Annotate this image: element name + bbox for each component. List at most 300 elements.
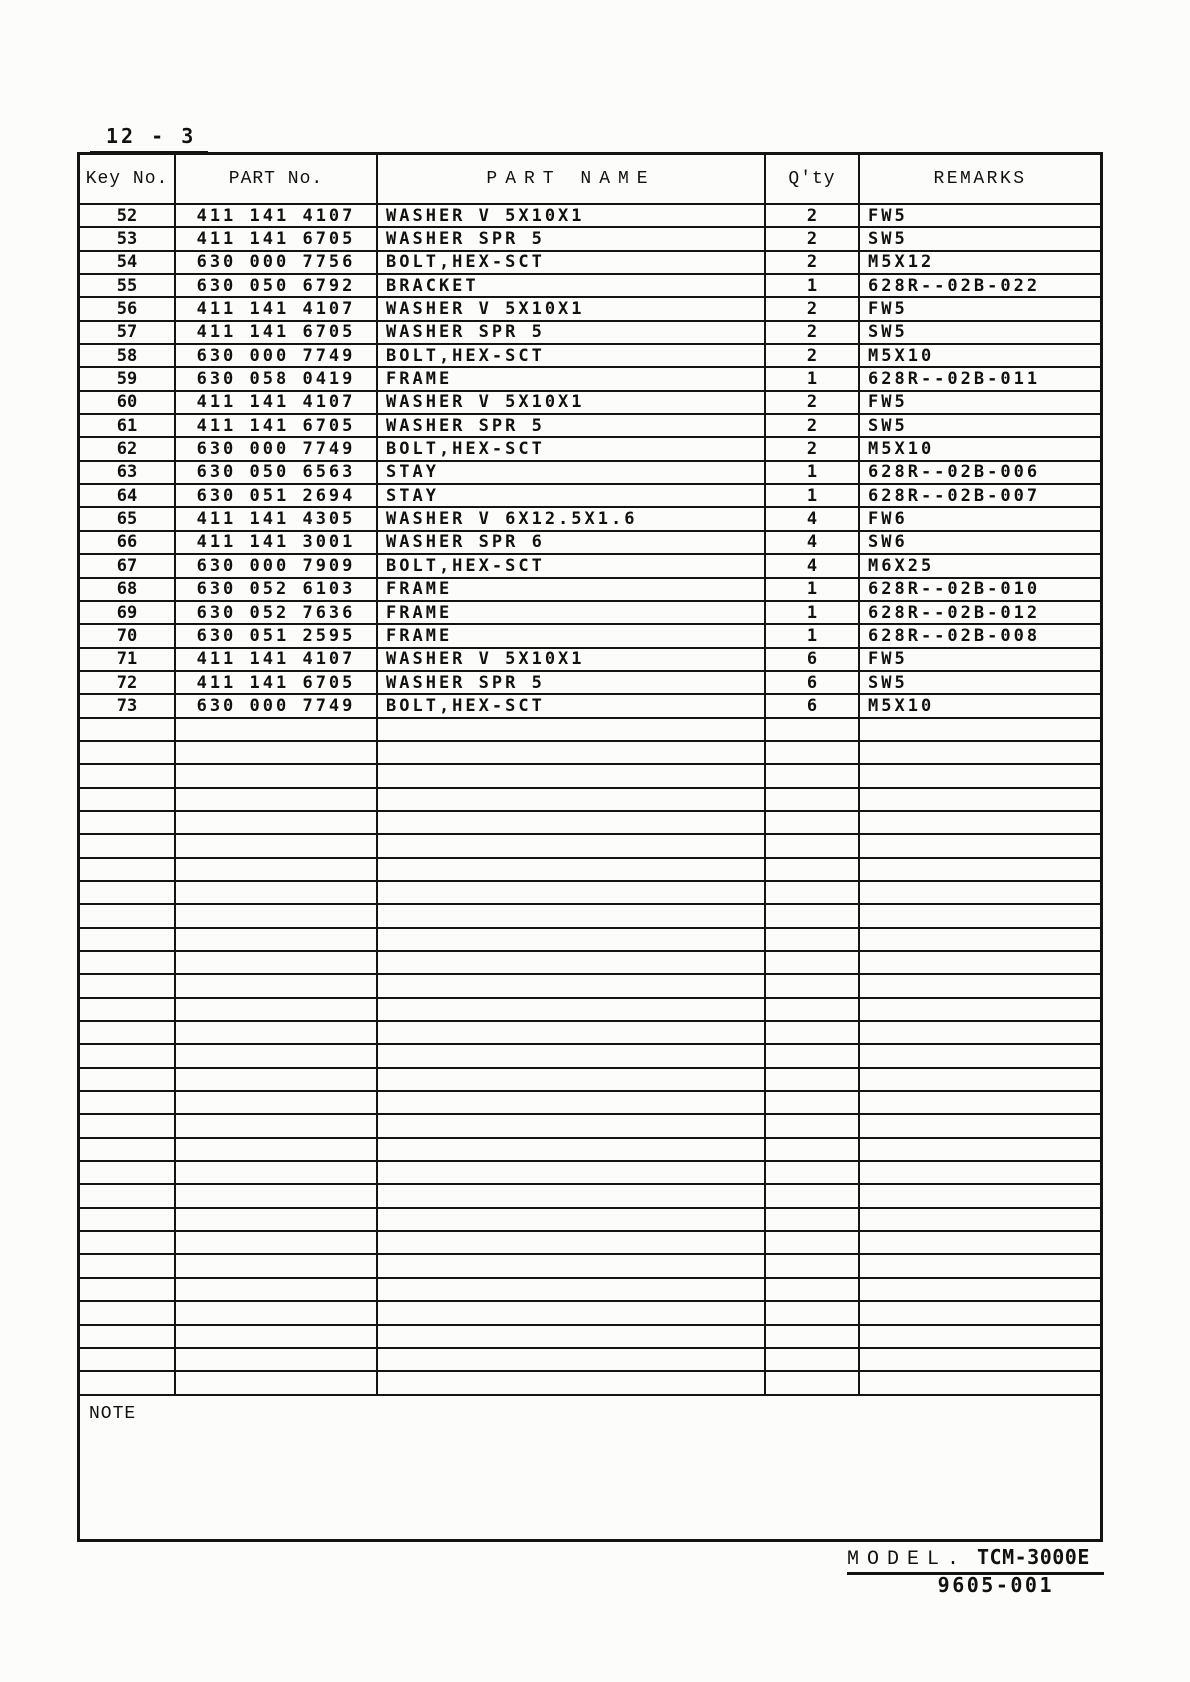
cell-part_no: 411 141 4107 xyxy=(176,205,378,226)
cell-remarks xyxy=(860,1279,1100,1300)
cell-name: WASHER SPR 5 xyxy=(378,322,766,343)
cell-remarks: M5X10 xyxy=(868,695,935,716)
cell-part_no: 411 141 4107 xyxy=(176,298,378,319)
cell-key xyxy=(80,882,176,903)
cell-part_no: 630 051 2595 xyxy=(176,625,378,646)
note-label: NOTE xyxy=(89,1403,137,1424)
table-row-empty xyxy=(80,1255,1100,1278)
table-row xyxy=(80,368,1100,391)
table-row xyxy=(80,298,1100,321)
cell-qty: 1 xyxy=(766,485,860,506)
cell-part_no xyxy=(176,812,378,833)
cell-name: BOLT,HEX-SCT xyxy=(378,438,766,459)
cell-remarks: M6X25 xyxy=(868,555,935,576)
table-row-empty xyxy=(80,812,1100,835)
cell-qty: 2 xyxy=(766,298,860,319)
table-row-empty xyxy=(80,1326,1100,1349)
cell-part_no: 630 000 7749 xyxy=(176,438,378,459)
cell-remarks xyxy=(860,1162,1100,1183)
table-row xyxy=(80,555,1100,578)
table-row-empty xyxy=(80,1022,1100,1045)
cell-name xyxy=(378,1232,766,1253)
cell-qty xyxy=(766,1232,860,1253)
cell-key: 73 xyxy=(80,695,176,716)
cell-name: FRAME xyxy=(378,602,766,623)
cell-part_no xyxy=(176,719,378,740)
cell-name xyxy=(378,952,766,973)
cell-part_no: 411 141 6705 xyxy=(176,322,378,343)
cell-part_no xyxy=(176,1255,378,1276)
cell-key xyxy=(80,1255,176,1276)
cell-name xyxy=(378,835,766,856)
cell-part_no xyxy=(176,765,378,786)
cell-remarks xyxy=(860,1232,1100,1253)
cell-name xyxy=(378,1279,766,1300)
cell-qty xyxy=(766,1372,860,1393)
cell-part_no: 411 141 6705 xyxy=(176,415,378,436)
table-row-empty xyxy=(80,999,1100,1022)
cell-part_no xyxy=(176,952,378,973)
table-row xyxy=(80,672,1100,695)
cell-qty xyxy=(766,1185,860,1206)
cell-qty xyxy=(766,1162,860,1183)
cell-key: 69 xyxy=(80,602,176,623)
cell-key: 56 xyxy=(80,298,176,319)
table-row xyxy=(80,462,1100,485)
table-row-empty xyxy=(80,1209,1100,1232)
cell-remarks xyxy=(860,859,1100,880)
cell-name xyxy=(378,975,766,996)
cell-name: WASHER V 5X10X1 xyxy=(378,649,766,670)
cell-name xyxy=(378,765,766,786)
cell-key: 60 xyxy=(80,392,176,413)
cell-qty: 6 xyxy=(766,695,860,716)
cell-name: WASHER SPR 5 xyxy=(378,228,766,249)
cell-name xyxy=(378,929,766,950)
table-row-empty xyxy=(80,905,1100,928)
cell-key xyxy=(80,1349,176,1370)
cell-key xyxy=(80,1092,176,1113)
cell-key: 63 xyxy=(80,462,176,483)
table-row xyxy=(80,695,1100,718)
cell-name xyxy=(378,1092,766,1113)
cell-name xyxy=(378,859,766,880)
cell-key xyxy=(80,789,176,810)
cell-qty xyxy=(766,1069,860,1090)
cell-remarks xyxy=(860,1326,1100,1347)
cell-part_no: 630 050 6563 xyxy=(176,462,378,483)
cell-remarks xyxy=(860,789,1100,810)
cell-key xyxy=(80,765,176,786)
cell-qty: 6 xyxy=(766,672,860,693)
cell-name: WASHER SPR 6 xyxy=(378,532,766,553)
cell-part_no xyxy=(176,742,378,763)
cell-part_no xyxy=(176,1115,378,1136)
cell-qty: 2 xyxy=(766,322,860,343)
cell-qty: 2 xyxy=(766,252,860,273)
model-line xyxy=(847,1545,1104,1575)
cell-name xyxy=(378,882,766,903)
cell-qty xyxy=(766,1045,860,1066)
cell-key xyxy=(80,835,176,856)
cell-remarks xyxy=(860,1092,1100,1113)
cell-qty: 1 xyxy=(766,275,860,296)
cell-qty xyxy=(766,929,860,950)
cell-key xyxy=(80,905,176,926)
cell-key xyxy=(80,1232,176,1253)
cell-remarks: FW5 xyxy=(868,205,908,226)
cell-name xyxy=(378,742,766,763)
cell-part_no xyxy=(176,1302,378,1323)
cell-key xyxy=(80,742,176,763)
cell-key xyxy=(80,719,176,740)
table-row-empty xyxy=(80,1162,1100,1185)
cell-remarks: 628R--02B-011 xyxy=(868,369,1041,390)
table-row-empty xyxy=(80,1069,1100,1092)
header-part-name: PART NAME xyxy=(378,155,766,203)
cell-remarks: 628R--02B-007 xyxy=(868,485,1041,506)
table-row xyxy=(80,602,1100,625)
table-row-empty xyxy=(80,719,1100,742)
cell-name: BOLT,HEX-SCT xyxy=(378,252,766,273)
cell-key: 64 xyxy=(80,485,176,506)
model-label: MODEL. xyxy=(847,1548,968,1571)
cell-key xyxy=(80,1045,176,1066)
cell-key: 66 xyxy=(80,532,176,553)
cell-name xyxy=(378,999,766,1020)
cell-key xyxy=(80,1326,176,1347)
table-row xyxy=(80,228,1100,251)
doc-number: 9605-001 xyxy=(937,1573,1054,1597)
cell-name xyxy=(378,789,766,810)
table-row-empty xyxy=(80,882,1100,905)
table-header-row xyxy=(80,155,1100,205)
cell-qty: 1 xyxy=(766,579,860,600)
cell-qty xyxy=(766,905,860,926)
cell-name xyxy=(378,1326,766,1347)
header-part-no: PART No. xyxy=(176,155,378,203)
table-row-empty xyxy=(80,1302,1100,1325)
cell-part_no: 630 050 6792 xyxy=(176,275,378,296)
cell-qty xyxy=(766,1279,860,1300)
cell-part_no: 630 058 0419 xyxy=(176,368,378,389)
cell-qty xyxy=(766,952,860,973)
cell-part_no xyxy=(176,929,378,950)
cell-remarks: 628R--02B-006 xyxy=(868,462,1041,483)
cell-part_no: 630 000 7909 xyxy=(176,555,378,576)
cell-remarks: SW5 xyxy=(868,322,908,343)
cell-remarks xyxy=(860,719,1100,740)
cell-qty: 2 xyxy=(766,345,860,366)
cell-qty: 4 xyxy=(766,508,860,529)
cell-key: 52 xyxy=(80,205,176,226)
cell-remarks xyxy=(860,1349,1100,1370)
cell-name: FRAME xyxy=(378,368,766,389)
cell-key: 62 xyxy=(80,438,176,459)
cell-part_no xyxy=(176,1372,378,1393)
table-row-empty xyxy=(80,1232,1100,1255)
table-row-empty xyxy=(80,789,1100,812)
cell-key xyxy=(80,999,176,1020)
cell-name xyxy=(378,905,766,926)
header-remarks: REMARKS xyxy=(933,169,1027,189)
cell-part_no xyxy=(176,1232,378,1253)
cell-qty: 4 xyxy=(766,532,860,553)
cell-qty xyxy=(766,999,860,1020)
cell-qty xyxy=(766,1349,860,1370)
cell-name xyxy=(378,1349,766,1370)
cell-key xyxy=(80,929,176,950)
table-row xyxy=(80,579,1100,602)
cell-part_no xyxy=(176,1162,378,1183)
cell-part_no xyxy=(176,999,378,1020)
cell-key xyxy=(80,1069,176,1090)
cell-qty: 1 xyxy=(766,368,860,389)
note-section xyxy=(80,1396,1100,1539)
cell-part_no xyxy=(176,882,378,903)
cell-part_no xyxy=(176,1209,378,1230)
cell-key: 71 xyxy=(80,649,176,670)
cell-part_no: 630 051 2694 xyxy=(176,485,378,506)
cell-part_no: 630 000 7749 xyxy=(176,345,378,366)
table-row xyxy=(80,415,1100,438)
cell-key: 59 xyxy=(80,368,176,389)
cell-key xyxy=(80,812,176,833)
table-row-empty xyxy=(80,952,1100,975)
table-row xyxy=(80,438,1100,461)
cell-part_no xyxy=(176,1185,378,1206)
table-row-empty xyxy=(80,1372,1100,1395)
cell-remarks xyxy=(860,905,1100,926)
cell-key: 57 xyxy=(80,322,176,343)
page-number-label: 12 - 3 xyxy=(90,124,208,153)
cell-key xyxy=(80,1115,176,1136)
cell-part_no xyxy=(176,975,378,996)
cell-qty xyxy=(766,812,860,833)
table-row-empty xyxy=(80,1139,1100,1162)
cell-qty: 1 xyxy=(766,602,860,623)
cell-qty xyxy=(766,859,860,880)
cell-remarks: FW5 xyxy=(868,649,908,670)
table-row-empty xyxy=(80,1349,1100,1372)
cell-remarks: FW5 xyxy=(868,299,908,320)
table-row xyxy=(80,532,1100,555)
cell-part_no xyxy=(176,1022,378,1043)
cell-part_no: 411 141 4107 xyxy=(176,392,378,413)
cell-part_no: 630 052 6103 xyxy=(176,579,378,600)
table-row-empty xyxy=(80,1279,1100,1302)
cell-key: 68 xyxy=(80,579,176,600)
cell-qty xyxy=(766,742,860,763)
table-row xyxy=(80,345,1100,368)
cell-part_no: 411 141 6705 xyxy=(176,228,378,249)
cell-remarks xyxy=(860,929,1100,950)
cell-name: FRAME xyxy=(378,625,766,646)
cell-remarks: SW5 xyxy=(868,415,908,436)
cell-remarks: M5X12 xyxy=(868,252,935,273)
table-row-empty xyxy=(80,765,1100,788)
table-row-empty xyxy=(80,1115,1100,1138)
cell-key xyxy=(80,975,176,996)
cell-remarks: 628R--02B-012 xyxy=(868,602,1041,623)
parts-table xyxy=(77,152,1103,1542)
cell-part_no xyxy=(176,859,378,880)
cell-part_no xyxy=(176,1139,378,1160)
cell-key xyxy=(80,952,176,973)
cell-name xyxy=(378,1162,766,1183)
cell-name: WASHER SPR 5 xyxy=(378,415,766,436)
cell-remarks xyxy=(860,1022,1100,1043)
cell-part_no: 630 052 7636 xyxy=(176,602,378,623)
cell-qty: 2 xyxy=(766,392,860,413)
cell-remarks xyxy=(860,812,1100,833)
table-row-empty xyxy=(80,835,1100,858)
cell-key xyxy=(80,1209,176,1230)
cell-key xyxy=(80,1302,176,1323)
cell-name: STAY xyxy=(378,462,766,483)
table-row xyxy=(80,508,1100,531)
cell-part_no: 630 000 7749 xyxy=(176,695,378,716)
cell-name xyxy=(378,1185,766,1206)
table-row xyxy=(80,392,1100,415)
cell-remarks xyxy=(860,1185,1100,1206)
cell-remarks: SW6 xyxy=(868,532,908,553)
cell-remarks xyxy=(860,882,1100,903)
cell-part_no xyxy=(176,1092,378,1113)
cell-qty: 2 xyxy=(766,415,860,436)
cell-qty xyxy=(766,765,860,786)
cell-name: WASHER V 5X10X1 xyxy=(378,392,766,413)
table-row xyxy=(80,485,1100,508)
cell-remarks xyxy=(860,999,1100,1020)
cell-qty: 1 xyxy=(766,462,860,483)
cell-name xyxy=(378,812,766,833)
header-key-no: Key No. xyxy=(80,155,176,203)
cell-qty: 2 xyxy=(766,205,860,226)
model-value: TCM-3000E xyxy=(977,1545,1090,1569)
cell-remarks xyxy=(860,765,1100,786)
cell-qty xyxy=(766,789,860,810)
cell-remarks: SW5 xyxy=(868,229,908,250)
cell-name xyxy=(378,1069,766,1090)
cell-key xyxy=(80,1139,176,1160)
cell-part_no xyxy=(176,1069,378,1090)
cell-part_no: 411 141 3001 xyxy=(176,532,378,553)
cell-remarks: 628R--02B-010 xyxy=(868,579,1041,600)
table-row xyxy=(80,252,1100,275)
cell-key: 55 xyxy=(80,275,176,296)
cell-name: WASHER SPR 5 xyxy=(378,672,766,693)
cell-key xyxy=(80,1022,176,1043)
cell-name: FRAME xyxy=(378,579,766,600)
cell-remarks: M5X10 xyxy=(868,345,935,366)
cell-key: 70 xyxy=(80,625,176,646)
cell-remarks: M5X10 xyxy=(868,439,935,460)
table-row-empty xyxy=(80,859,1100,882)
cell-qty: 2 xyxy=(766,228,860,249)
cell-key: 72 xyxy=(80,672,176,693)
cell-key xyxy=(80,1279,176,1300)
cell-remarks: SW5 xyxy=(868,672,908,693)
cell-part_no: 630 000 7756 xyxy=(176,252,378,273)
cell-part_no: 411 141 6705 xyxy=(176,672,378,693)
cell-remarks xyxy=(860,742,1100,763)
cell-part_no xyxy=(176,789,378,810)
cell-qty xyxy=(766,1302,860,1323)
cell-part_no xyxy=(176,905,378,926)
cell-remarks xyxy=(860,1302,1100,1323)
cell-part_no xyxy=(176,1279,378,1300)
cell-qty xyxy=(766,975,860,996)
cell-qty xyxy=(766,1139,860,1160)
cell-key xyxy=(80,1372,176,1393)
cell-qty xyxy=(766,719,860,740)
cell-name xyxy=(378,1045,766,1066)
cell-name xyxy=(378,1115,766,1136)
cell-name: BOLT,HEX-SCT xyxy=(378,345,766,366)
cell-key xyxy=(80,1185,176,1206)
cell-name xyxy=(378,1209,766,1230)
cell-qty: 2 xyxy=(766,438,860,459)
cell-name: WASHER V 5X10X1 xyxy=(378,298,766,319)
cell-part_no xyxy=(176,835,378,856)
cell-key: 54 xyxy=(80,252,176,273)
cell-part_no xyxy=(176,1326,378,1347)
table-row xyxy=(80,205,1100,228)
cell-qty xyxy=(766,1255,860,1276)
table-row xyxy=(80,625,1100,648)
cell-key: 58 xyxy=(80,345,176,366)
cell-qty xyxy=(766,1115,860,1136)
cell-qty xyxy=(766,835,860,856)
cell-qty xyxy=(766,1326,860,1347)
cell-remarks xyxy=(860,975,1100,996)
cell-key: 67 xyxy=(80,555,176,576)
cell-qty: 4 xyxy=(766,555,860,576)
cell-qty xyxy=(766,1092,860,1113)
cell-key xyxy=(80,1162,176,1183)
cell-part_no xyxy=(176,1045,378,1066)
cell-qty xyxy=(766,1022,860,1043)
parts-table-body xyxy=(80,205,1100,1396)
table-row xyxy=(80,275,1100,298)
header-qty: Q'ty xyxy=(766,155,860,203)
cell-name xyxy=(378,719,766,740)
cell-name xyxy=(378,1139,766,1160)
table-row-empty xyxy=(80,1092,1100,1115)
cell-name: BOLT,HEX-SCT xyxy=(378,555,766,576)
table-row-empty xyxy=(80,1185,1100,1208)
cell-name: BRACKET xyxy=(378,275,766,296)
cell-remarks xyxy=(860,952,1100,973)
cell-remarks xyxy=(860,1069,1100,1090)
cell-qty: 6 xyxy=(766,649,860,670)
cell-remarks xyxy=(860,1209,1100,1230)
table-row xyxy=(80,322,1100,345)
cell-remarks xyxy=(860,1115,1100,1136)
cell-qty: 1 xyxy=(766,625,860,646)
cell-key: 65 xyxy=(80,508,176,529)
cell-remarks xyxy=(860,1255,1100,1276)
cell-name: WASHER V 6X12.5X1.6 xyxy=(378,508,766,529)
cell-name xyxy=(378,1302,766,1323)
cell-name xyxy=(378,1255,766,1276)
table-row-empty xyxy=(80,975,1100,998)
table-row xyxy=(80,649,1100,672)
cell-remarks xyxy=(860,835,1100,856)
cell-qty xyxy=(766,1209,860,1230)
cell-key: 61 xyxy=(80,415,176,436)
